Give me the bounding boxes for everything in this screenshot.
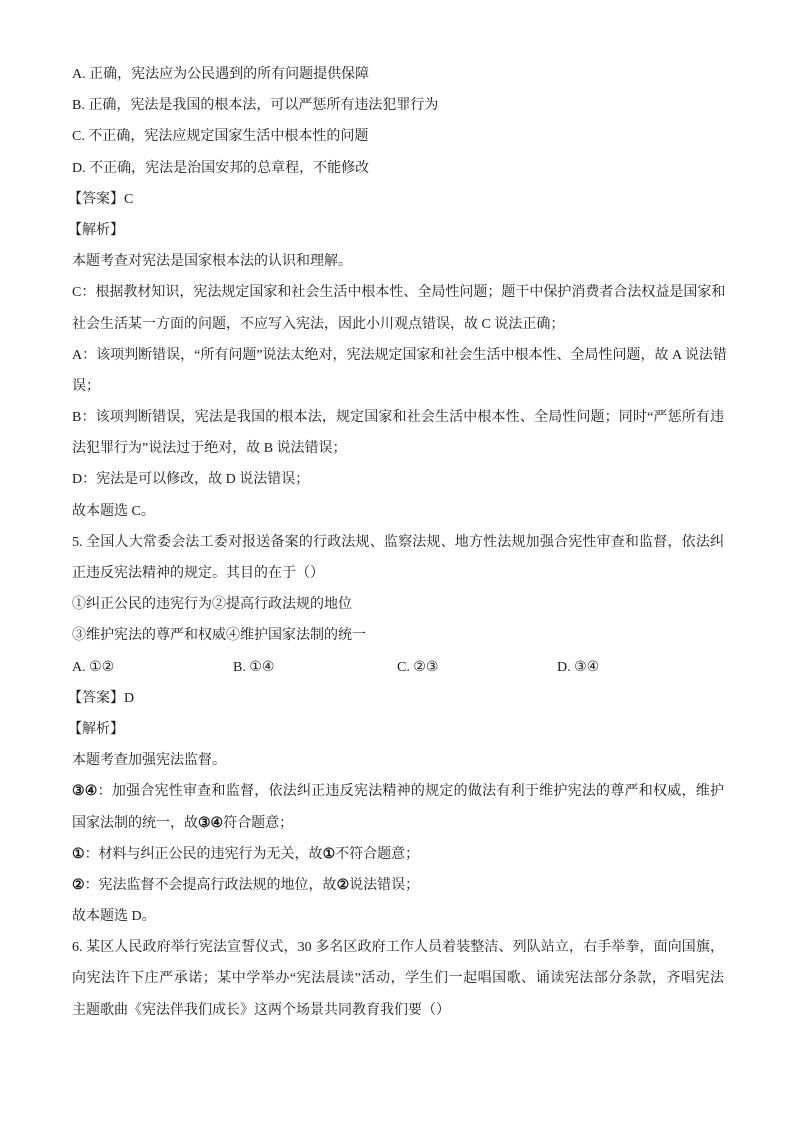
q5-option-a: A. ①② [72,659,115,675]
q5-answer: 【答案】D [68,690,135,706]
q5-conclusion: 故本题选 D。 [72,909,156,925]
q6-stem-line: 向宪法许下庄严承诺；某中学举办“宪法晨读”活动，学生们一起唱国歌、诵读宪法部分条款，齐唱宪法 [72,971,724,987]
q4-option-d: D. 不正确，宪法是治国安邦的总章程，不能修改 [72,160,370,176]
q5-analysis-line [72,870,724,901]
q5-options-row [72,652,724,683]
q4-analysis-line: C：根据教材知识，宪法规定国家和社会生活中根本性、全局性问题；题干中保护消费者合法权益是国家和 [72,285,726,301]
statement-number: ③④ [72,784,98,800]
question-6-section [72,932,724,1026]
q5-stem-line: 5. 全国人大常委会法工委对报送备案的行政法规、监察法规、地方性法规加强合宪性审查和监督，依法纠 [72,534,724,550]
q6-stem-line: 主题歌曲《宪法伴我们成长》这两个场景共同教育我们要（） [72,1002,450,1018]
analysis-text: 国家法制的统一，故 [72,815,198,831]
statement-number: ① [72,846,85,862]
q5-stem-line: 正违反宪法精神的规定。其目的在于（） [72,566,324,581]
q4-option-c: C. 不正确，宪法应规定国家生活中根本性的问题 [72,129,369,145]
q4-option-b: B. 正确，宪法是我国的根本法，可以严惩所有违法犯罪行为 [72,98,439,114]
analysis-text: 说法错误； [349,877,420,893]
statement-number: ② [336,877,350,893]
q4-analysis-label: 【解析】 [68,222,124,238]
q5-analysis-line [72,808,724,839]
q5-statement-line: ①纠正公民的违宪行为②提高行政法规的地位 [72,597,352,613]
q4-answer: 【答案】C [68,191,134,207]
q4-analysis-line: A：该项判断错误，“所有问题”说法太绝对，宪法规定国家和社会生活中根本性、全局性问题，故 A 说法错 [72,347,727,363]
q4-analysis-line: D：宪法是可以修改，故 D 说法错误； [72,472,310,488]
question-5-section [68,527,724,932]
question-4-section [68,59,727,527]
q5-analysis-line [72,776,724,807]
q5-analysis-label: 【解析】 [68,721,124,737]
statement-number: ① [322,846,336,862]
statement-number: ② [72,877,85,893]
q5-statement-line: ③维护宪法的尊严和权威④维护国家法制的统一 [72,628,366,644]
q4-conclusion: 故本题选 C。 [72,503,155,519]
q4-analysis-line: B：该项判断错误，宪法是我国的根本法，规定国家和社会生活中根本性、全局性问题；同时“严惩所有违 [72,410,724,426]
q4-analysis-line: 社会生活某一方面的问题，不应写入宪法，因此小川观点错误，故 C 说法正确； [72,316,565,332]
analysis-text: ：宪法监督不会提高行政法规的地位，故 [84,877,337,893]
page-content [68,59,727,1026]
q4-analysis-line: 法犯罪行为”说法过于绝对，故 B 说法错误； [72,441,347,457]
q5-option-d: D. ③④ [557,659,600,675]
q5-option-c: C. ②③ [397,659,439,675]
statement-number: ③④ [198,815,224,831]
analysis-text: ：材料与纠正公民的违宪行为无关，故 [84,846,323,862]
analysis-text: 符合题意； [223,815,294,831]
q4-analysis-line: 误； [72,378,100,394]
q4-option-a: A. 正确，宪法应为公民遇到的所有问题提供保障 [72,67,370,82]
analysis-text: ：加强合宪性审查和监督，依法纠正违反宪法精神的规定的做法有利于维护宪法的尊严和权威，维护 [97,784,724,800]
q5-analysis-intro: 本题考查加强宪法监督。 [72,753,226,769]
analysis-text: 不符合题意； [335,846,420,862]
q6-stem-line: 6. 某区人民政府举行宪法宣誓仪式，30 多名区政府工作人员着装整洁、列队站立，右手举拳，面向国旗， [72,940,724,956]
q5-analysis-line [72,839,724,870]
q4-analysis-line: 本题考查对宪法是国家根本法的认识和理解。 [72,254,352,270]
q5-option-b: B. ①④ [233,659,275,675]
